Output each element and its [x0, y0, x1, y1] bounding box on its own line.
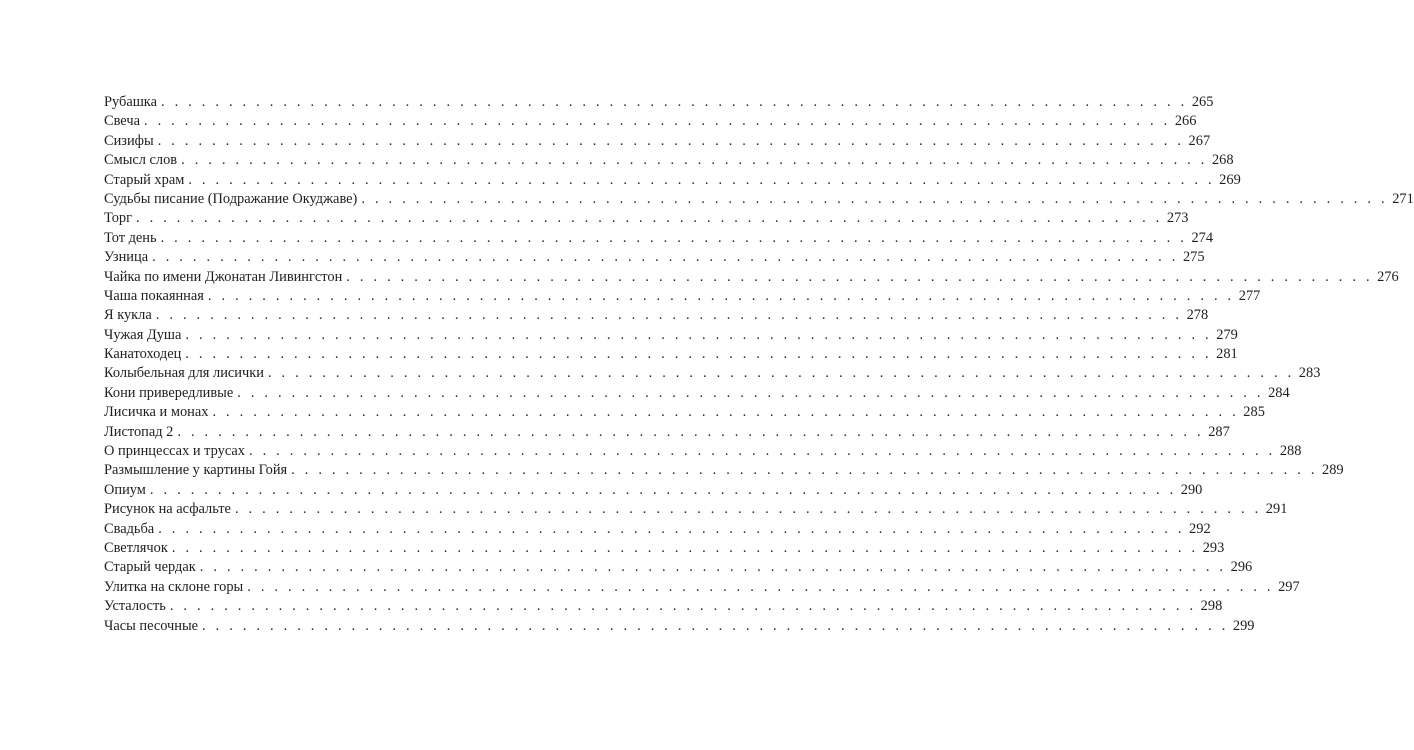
- toc-leader-dots: . . . . . . . . . . . . . . . . . . . . . . . . . . . . . . . . . . . . . . . . . . . . . . . . . . . . . . . . . . . . . . . . . . . . . . . . . . . .: [155, 307, 1183, 324]
- toc-leader-dots: . . . . . . . . . . . . . . . . . . . . . . . . . . . . . . . . . . . . . . . . . . . . . . . . . . . . . . . . . . . . . . . . . . . . . . . . . . . .: [143, 113, 1171, 130]
- toc-entry-title: Светлячок: [104, 539, 168, 556]
- toc-entry-page-number: 275: [1182, 249, 1205, 266]
- toc-entry-page-number: 293: [1202, 539, 1225, 556]
- toc-entry-page-number: 265: [1191, 94, 1214, 110]
- toc-entry-page-number: 283: [1298, 365, 1321, 382]
- toc-leader-dots: . . . . . . . . . . . . . . . . . . . . . . . . . . . . . . . . . . . . . . . . . . . . . . . . . . . . . . . . . . . . . . . . . . . . . . . . . . . .: [207, 287, 1235, 304]
- toc-entry-title: Размышление у картины Гойя: [104, 462, 288, 479]
- toc-leader-dots: . . . . . . . . . . . . . . . . . . . . . . . . . . . . . . . . . . . . . . . . . . . . . . . . . . . . . . . . . . . . . . . . . . . . . . . . . . . .: [160, 229, 1188, 246]
- toc-entry: [104, 93, 1214, 112]
- toc-entry: [104, 442, 1302, 461]
- toc-entry-page-number: 277: [1238, 287, 1261, 304]
- toc-entry-page-number: 281: [1216, 346, 1238, 363]
- toc-leader-dots: . . . . . . . . . . . . . . . . . . . . . . . . . . . . . . . . . . . . . . . . . . . . . . . . . . . . . . . . . . . . . . . . . . . . . . . . . . . .: [267, 365, 1295, 382]
- toc-entry-page-number: 285: [1243, 404, 1265, 421]
- toc-entry-title: Лисичка и монах: [104, 404, 209, 421]
- toc-entry: [104, 151, 1234, 170]
- toc-entry: [104, 578, 1300, 597]
- toc-entry-page-number: 289: [1322, 462, 1344, 479]
- toc-entry: [104, 190, 1414, 209]
- toc-entry-page-number: 287: [1208, 423, 1230, 440]
- toc-entry: [104, 403, 1265, 422]
- toc-leader-dots: . . . . . . . . . . . . . . . . . . . . . . . . . . . . . . . . . . . . . . . . . . . . . . . . . . . . . . . . . . . . . . . . . . . . . . . . . . . .: [158, 520, 1185, 537]
- toc-leader-dots: . . . . . . . . . . . . . . . . . . . . . . . . . . . . . . . . . . . . . . . . . . . . . . . . . . . . . . . . . . . . . . . . . . . . . . . . . . . .: [202, 617, 1229, 634]
- toc-entry-title: Чужая Душа: [104, 326, 182, 343]
- toc-entry-title: Сизифы: [104, 132, 154, 149]
- toc-entry: [104, 268, 1399, 287]
- toc-entry: [104, 306, 1209, 325]
- toc-entry-title: Листопад 2: [104, 423, 174, 440]
- toc-entry-title: О принцессах и трусах: [104, 443, 245, 460]
- toc-entry-page-number: 284: [1268, 384, 1290, 401]
- toc-leader-dots: . . . . . . . . . . . . . . . . . . . . . . . . . . . . . . . . . . . . . . . . . . . . . . . . . . . . . . . . . . . . . . . . . . . . . . . . . . . .: [136, 210, 1163, 227]
- toc-leader-dots: . . . . . . . . . . . . . . . . . . . . . . . . . . . . . . . . . . . . . . . . . . . . . . . . . . . . . . . . . . . . . . . . . . . . . . . . . . . .: [181, 152, 1208, 169]
- toc-entry: [104, 248, 1205, 267]
- toc-entry: [104, 326, 1238, 345]
- toc-entry-title: Смысл слов: [104, 152, 178, 169]
- toc-entry-page-number: 273: [1166, 210, 1189, 227]
- toc-entry-title: Узница: [104, 249, 149, 266]
- toc-entry: [104, 617, 1255, 636]
- toc-leader-dots: . . . . . . . . . . . . . . . . . . . . . . . . . . . . . . . . . . . . . . . . . . . . . . . . . . . . . . . . . . . . . . . . . . . . . . . . . . . .: [160, 94, 1188, 110]
- toc-entry: [104, 539, 1225, 558]
- toc-entry: [104, 481, 1203, 500]
- toc-leader-dots: . . . . . . . . . . . . . . . . . . . . . . . . . . . . . . . . . . . . . . . . . . . . . . . . . . . . . . . . . . . . . . . . . . . . . . . . . . . .: [152, 249, 1179, 266]
- toc-entry-page-number: 290: [1180, 481, 1203, 498]
- toc-entry-page-number: 291: [1265, 501, 1288, 518]
- toc-entry-page-number: 292: [1189, 520, 1211, 537]
- toc-entry-page-number: 268: [1211, 152, 1234, 169]
- toc-leader-dots: . . . . . . . . . . . . . . . . . . . . . . . . . . . . . . . . . . . . . . . . . . . . . . . . . . . . . . . . . . . . . . . . . . . . . . . . . . . .: [212, 404, 1239, 421]
- toc-entry-page-number: 271: [1392, 190, 1414, 207]
- toc-leader-dots: . . . . . . . . . . . . . . . . . . . . . . . . . . . . . . . . . . . . . . . . . . . . . . . . . . . . . . . . . . . . . . . . . . . . . . . . . . . .: [171, 539, 1199, 556]
- toc-leader-dots: . . . . . . . . . . . . . . . . . . . . . . . . . . . . . . . . . . . . . . . . . . . . . . . . . . . . . . . . . . . . . . . . . . . . . . . . . . . .: [291, 462, 1318, 479]
- toc-leader-dots: . . . . . . . . . . . . . . . . . . . . . . . . . . . . . . . . . . . . . . . . . . . . . . . . . . . . . . . . . . . . . . . . . . . . . . . . . . . .: [185, 326, 1212, 343]
- toc-entry-page-number: 269: [1219, 171, 1241, 188]
- toc-entry: [104, 364, 1321, 383]
- toc-entry: [104, 597, 1223, 616]
- toc-entry-title: Чайка по имени Джонатан Ливингстон: [104, 268, 343, 285]
- toc-entry-page-number: 267: [1188, 132, 1211, 149]
- toc-entry-page-number: 276: [1377, 268, 1399, 285]
- toc-entry-title: Свеча: [104, 113, 140, 130]
- toc-leader-dots: . . . . . . . . . . . . . . . . . . . . . . . . . . . . . . . . . . . . . . . . . . . . . . . . . . . . . . . . . . . . . . . . . . . . . . . . . . . .: [177, 423, 1204, 440]
- toc-entry-title: Старый чердак: [104, 559, 196, 576]
- toc-leader-dots: . . . . . . . . . . . . . . . . . . . . . . . . . . . . . . . . . . . . . . . . . . . . . . . . . . . . . . . . . . . . . . . . . . . . . . . . . . . .: [149, 481, 1177, 498]
- toc-entry-title: Тот день: [104, 229, 157, 246]
- toc-entry: [104, 171, 1241, 190]
- toc-entry: [104, 287, 1261, 306]
- toc-leader-dots: . . . . . . . . . . . . . . . . . . . . . . . . . . . . . . . . . . . . . . . . . . . . . . . . . . . . . . . . . . . . . . . . . . . . . . . . . . . .: [169, 598, 1197, 615]
- toc-entry-title: Рубашка: [104, 94, 157, 110]
- toc-leader-dots: . . . . . . . . . . . . . . . . . . . . . . . . . . . . . . . . . . . . . . . . . . . . . . . . . . . . . . . . . . . . . . . . . . . . . . . . . . . .: [199, 559, 1227, 576]
- toc-entry: [104, 229, 1214, 248]
- toc-entry: [104, 558, 1253, 577]
- toc-entry-title: Часы песочные: [104, 617, 199, 634]
- toc-leader-dots: . . . . . . . . . . . . . . . . . . . . . . . . . . . . . . . . . . . . . . . . . . . . . . . . . . . . . . . . . . . . . . . . . . . . . . . . . . . .: [234, 501, 1262, 518]
- toc-entry-title: Усталость: [104, 598, 166, 615]
- toc-entry-page-number: 274: [1191, 229, 1214, 246]
- toc-leader-dots: . . . . . . . . . . . . . . . . . . . . . . . . . . . . . . . . . . . . . . . . . . . . . . . . . . . . . . . . . . . . . . . . . . . . . . . . . . . .: [248, 443, 1276, 460]
- toc-entry-title: Улитка на склоне горы: [104, 578, 244, 595]
- toc-entry-title: Канатоходец: [104, 346, 182, 363]
- toc-leader-dots: . . . . . . . . . . . . . . . . . . . . . . . . . . . . . . . . . . . . . . . . . . . . . . . . . . . . . . . . . . . . . . . . . . . . . . . . . . . .: [237, 384, 1264, 401]
- table-of-contents: [104, 93, 1414, 636]
- toc-entry-title: Колыбельная для лисички: [104, 365, 264, 382]
- toc-leader-dots: . . . . . . . . . . . . . . . . . . . . . . . . . . . . . . . . . . . . . . . . . . . . . . . . . . . . . . . . . . . . . . . . . . . . . . . . . . . .: [157, 132, 1185, 149]
- toc-entry: [104, 345, 1238, 364]
- toc-entry-title: Торг: [104, 210, 133, 227]
- toc-entry-page-number: 266: [1174, 113, 1197, 130]
- toc-leader-dots: . . . . . . . . . . . . . . . . . . . . . . . . . . . . . . . . . . . . . . . . . . . . . . . . . . . . . . . . . . . . . . . . . . . . . . . . . . . .: [185, 346, 1212, 363]
- toc-leader-dots: . . . . . . . . . . . . . . . . . . . . . . . . . . . . . . . . . . . . . . . . . . . . . . . . . . . . . . . . . . . . . . . . . . . . . . . . . . . .: [188, 171, 1215, 188]
- toc-leader-dots: . . . . . . . . . . . . . . . . . . . . . . . . . . . . . . . . . . . . . . . . . . . . . . . . . . . . . . . . . . . . . . . . . . . . . . . . . . . .: [346, 268, 1373, 285]
- toc-entry-title: Кони привередливые: [104, 384, 234, 401]
- toc-entry-page-number: 299: [1232, 617, 1255, 634]
- toc-entry: [104, 112, 1197, 131]
- toc-entry: [104, 423, 1230, 442]
- toc-entry-title: Я кукла: [104, 307, 152, 324]
- toc-entry-page-number: 297: [1278, 578, 1300, 595]
- toc-entry: [104, 132, 1211, 151]
- toc-entry-page-number: 296: [1230, 559, 1253, 576]
- toc-entry-title: Старый храм: [104, 171, 185, 188]
- toc-entry: [104, 384, 1290, 403]
- toc-entry-page-number: 279: [1216, 326, 1238, 343]
- toc-entry-title: Опиум: [104, 481, 146, 498]
- toc-entry-title: Чаша покаянная: [104, 287, 204, 304]
- toc-entry-page-number: 288: [1279, 443, 1302, 460]
- toc-entry-page-number: 298: [1200, 598, 1223, 615]
- toc-entry-title: Рисунок на асфальте: [104, 501, 231, 518]
- toc-entry: [104, 461, 1344, 480]
- toc-entry-page-number: 278: [1186, 307, 1209, 324]
- toc-entry: [104, 209, 1189, 228]
- toc-entry: [104, 520, 1211, 539]
- toc-entry-title: Свадьба: [104, 520, 155, 537]
- toc-leader-dots: . . . . . . . . . . . . . . . . . . . . . . . . . . . . . . . . . . . . . . . . . . . . . . . . . . . . . . . . . . . . . . . . . . . . . . . . . . . .: [247, 578, 1274, 595]
- toc-leader-dots: . . . . . . . . . . . . . . . . . . . . . . . . . . . . . . . . . . . . . . . . . . . . . . . . . . . . . . . . . . . . . . . . . . . . . . . . . . . .: [361, 190, 1388, 207]
- toc-entry: [104, 500, 1288, 519]
- toc-entry-title: Судьбы писание (Подражание Окуджаве): [104, 190, 358, 207]
